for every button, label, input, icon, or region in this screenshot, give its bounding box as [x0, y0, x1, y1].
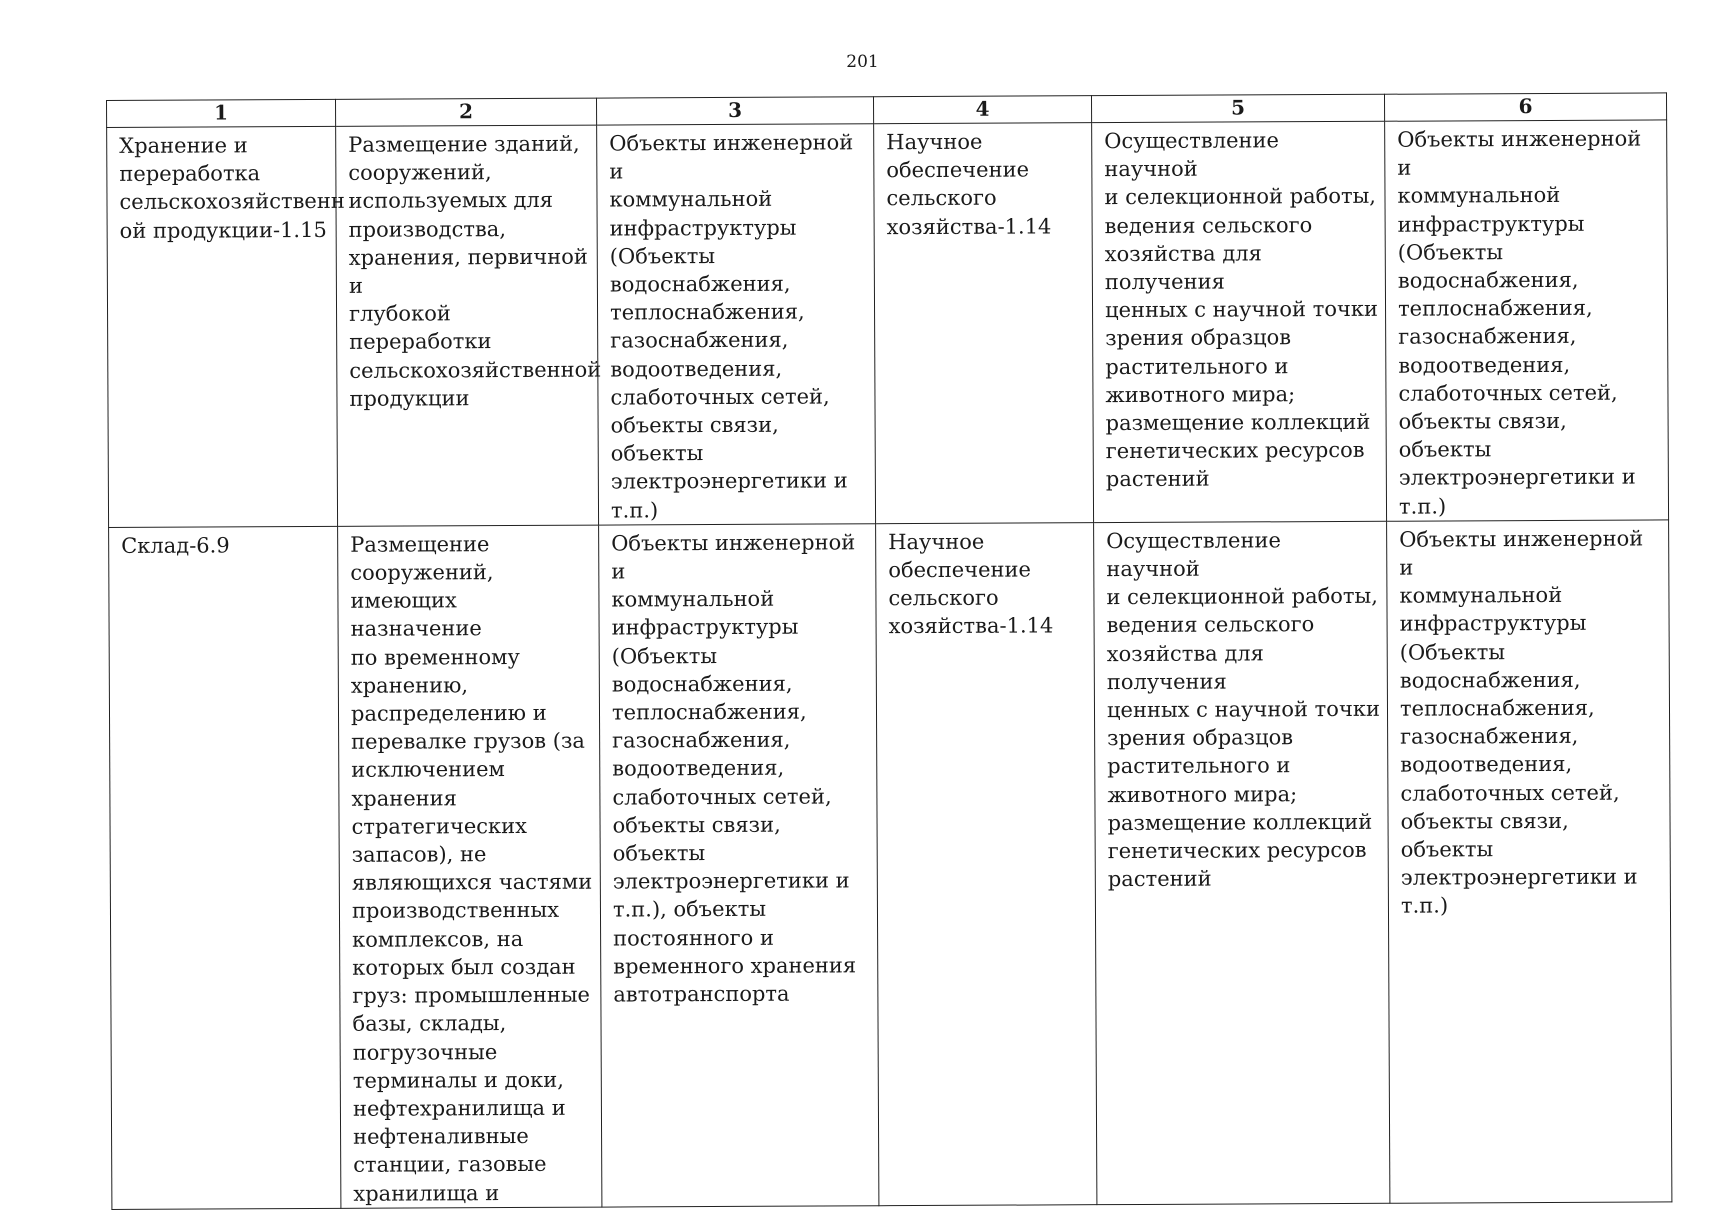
- table-cell: [599, 524, 879, 1207]
- table-cell: [876, 523, 1097, 1206]
- column-header-3: 3: [596, 97, 873, 125]
- table-cell: [338, 525, 602, 1208]
- page-number: 201: [846, 52, 879, 72]
- cell-text: Объекты инженерной и коммунальной инфраструктуры (Объекты водоснабжения, теплоснабжения, газоснабжения, водоотведения, слаботочных сетей, объекты связи, объекты электроэнергетики и т.п.), объекты постоянного и временного хранения автотранспорта: [611, 530, 857, 1007]
- cell-text: Осуществление научной и селекционной работы, ведения сельского хозяйства для получения ценных с научной точки зрения образцов растительного и животного мира; размещение коллекций генетических ресурсов растений: [1104, 128, 1379, 492]
- table-row: [109, 520, 1672, 1209]
- column-header-4: 4: [873, 96, 1091, 124]
- column-header-5: 5: [1091, 94, 1384, 122]
- table-cell: [1092, 121, 1387, 522]
- table-cell: [336, 125, 602, 526]
- cell-text: Хранение и переработка сельскохозяйственн ой продукции-1.15: [119, 133, 345, 243]
- table-cell: [107, 126, 345, 527]
- table-cell: [874, 123, 1094, 524]
- cell-text: Размещение сооружений, имеющих назначение по временному хранению, распределению и перевалке грузов (за исключением хранения стратегических запасов), не являющихся частями производственных комплексов, на которых был создан груз: промышленные базы, склады, погрузочные терминалы и доки, нефтехранилища и нефтеналивные станции, газовые хранилища и: [350, 531, 593, 1206]
- table-cell: [109, 526, 341, 1209]
- column-header-6: 6: [1384, 93, 1666, 121]
- cell-text: Научное обеспечение сельского хозяйства-1.14: [886, 129, 1052, 239]
- table-cell: [1094, 521, 1390, 1204]
- cell-text: Объекты инженерной и коммунальной инфраструктуры (Объекты водоснабжения, теплоснабжения, газоснабжения, водоотведения, слаботочных сетей, объекты связи, объекты электроэнергетики и т.п.): [1399, 526, 1644, 919]
- cell-text: Склад-6.9: [121, 533, 230, 558]
- column-header-1: 1: [107, 99, 336, 127]
- table-cell: [597, 124, 876, 525]
- zoning-table-container: [106, 92, 1671, 1206]
- table-cell: [1387, 520, 1672, 1203]
- cell-text: Объекты инженерной и коммунальной инфраструктуры (Объекты водоснабжения, теплоснабжения, газоснабжения, водоотведения, слаботочных сетей, объекты связи, объекты электроэнергетики и т.п.): [609, 130, 854, 523]
- cell-text: Научное обеспечение сельского хозяйства-1.14: [888, 529, 1054, 639]
- cell-text: Осуществление научной и селекционной работы, ведения сельского хозяйства для получения ценных с научной точки зрения образцов растительного и животного мира; размещение коллекций генетических ресурсов растений: [1106, 528, 1380, 892]
- cell-text: Размещение зданий, сооружений, используемых для производства, хранения, первичной и глубокой переработки сельскохозяйственной продукции: [348, 131, 602, 411]
- cell-text: Объекты инженерной и коммунальной инфраструктуры (Объекты водоснабжения, теплоснабжения, газоснабжения, водоотведения, слаботочных сетей, объекты связи, объекты электроэнергетики и т.п.): [1397, 126, 1642, 519]
- table-row: [107, 120, 1669, 527]
- column-header-2: 2: [335, 98, 596, 126]
- zoning-table: [106, 92, 1672, 1209]
- table-cell: [1385, 120, 1669, 521]
